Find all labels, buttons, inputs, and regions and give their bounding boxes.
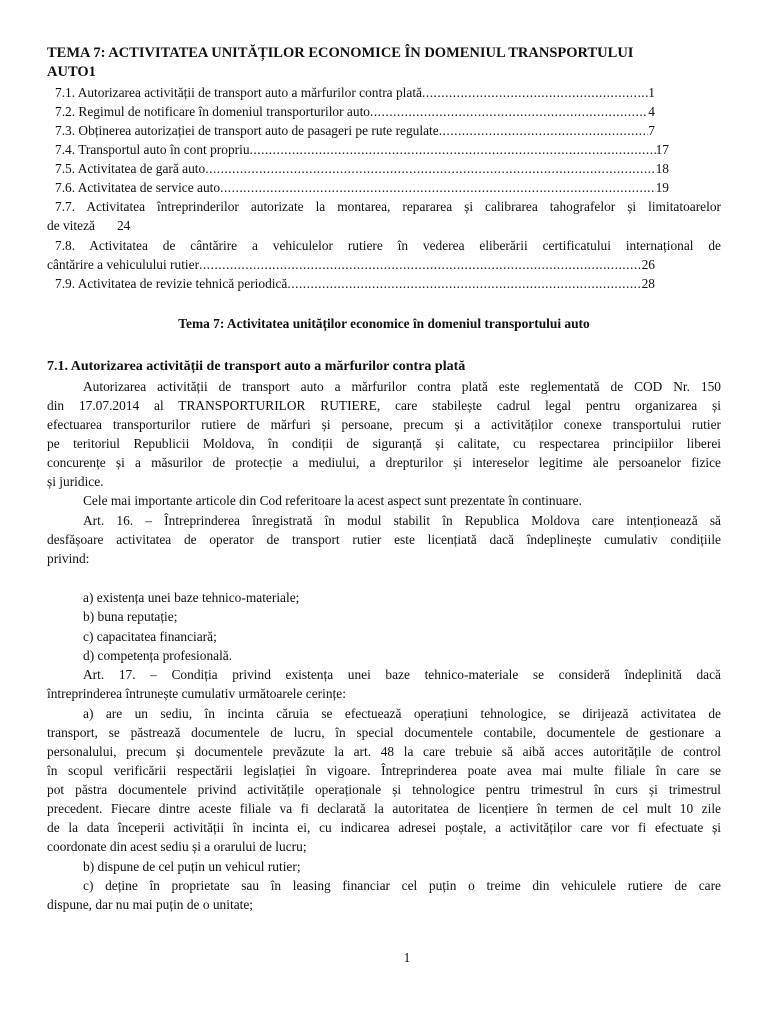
paragraph-line: din 17.07.2014 al TRANSPORTURILOR RUTIERE, care stabilește cadrul legal pentru organizarea și [47, 398, 721, 413]
paragraph-line: și juridice. [47, 474, 104, 489]
list-item: a) existența unei baze tehnico-materiale; [83, 590, 300, 605]
paragraph-line: c) deține în proprietate sau în leasing financiar cel puțin o treime din vehiculele rutiere de care [83, 878, 721, 893]
paragraph-line: Cele mai importante articole din Cod referitoare la acest aspect sunt prezentate în continuare. [83, 493, 582, 508]
section-heading: 7.1. Autorizarea activității de transport auto a mărfurilor contra plată [47, 359, 466, 374]
paragraph-line: efectuarea transporturilor rutiere de mărfuri și persoane, precum și a activităților conexe transportului rutier [47, 417, 721, 432]
paragraph-line: desfășoare activitatea de operator de transport rutier este licențiată dacă îndeplinește cumulativ condițiile [47, 532, 721, 547]
paragraph-line: pe teritoriul Republicii Moldova, în condiții de siguranță și calitate, cu respectarea principiilor liberei [47, 436, 721, 451]
toc-entry[interactable]: 7.7. Activitatea întreprinderilor autorizate la montarea, repararea și calibrarea tahografelor și limitatoarelor [55, 199, 721, 214]
paragraph-line: b) dispune de cel puțin un vehicul rutier; [83, 859, 301, 874]
paragraph-line: în scopul verificării respectării legislației în vigoare. Întreprinderea poate avea mai multe filiale în care se [47, 763, 721, 778]
toc-entry[interactable]: 7.3. Obținerea autorizației de transport auto de pasageri pe rute regulate ..... 7 [55, 121, 655, 140]
toc-entry[interactable]: 7.4. Transportul auto în cont propriu ..... 17 [55, 140, 669, 159]
paragraph-line: concurențe și a măsurilor de protecție a mediului, a drepturilor și intereselor legitime ale persoanelor fizice [47, 455, 721, 470]
list-item: c) capacitatea financiară; [83, 629, 217, 644]
paragraph-line: transport, se păstrează documentele de lucru, în special documentele contabile, documentele de gestionare a [47, 725, 721, 740]
center-heading: Tema 7: Activitatea unităților economice în domeniul transportului auto [178, 316, 590, 331]
paragraph-line: coordonate din acest sediu și a orarului de lucru; [47, 839, 307, 854]
paragraph-line: de la data începerii activității în incinta ei, cu indicarea adresei poștale, a activităților care vor fi efectuate și [47, 820, 721, 835]
paragraph-line: personalului, precum și documentele prevăzute la art. 48 la care trebuie să aibă acces autoritățile de control [47, 744, 721, 759]
list-item: b) buna reputație; [83, 609, 178, 624]
toc-entry[interactable]: 7.1. Autorizarea activității de transport auto a mărfurilor contra plată ..... 1 [55, 83, 655, 102]
paragraph-line: Art. 16. – Întreprinderea înregistrată în modul stabilit în Republica Moldova care intenționează să [83, 513, 721, 528]
toc-entry[interactable]: 7.6. Activitatea de service auto ..... 19 [55, 178, 669, 197]
paragraph-line: precedent. Fiecare dintre aceste filiale va fi declarată la autoritatea de licențiere în termen de cel mult 10 zile [47, 801, 721, 816]
paragraph-line: privind: [47, 551, 90, 566]
page-number: 1 [403, 950, 411, 965]
toc-entry[interactable]: 7.9. Activitatea de revizie tehnică periodică ..... 28 [55, 274, 655, 293]
toc-entry-cont[interactable]: cântărire a vehiculului rutier ..... 26 [47, 255, 655, 274]
paragraph-line: pot păstra documentele privind activitățile operaționale și tehnologice pentru trimestrul în curs și trimestrul [47, 782, 721, 797]
paragraph-line: Autorizarea activității de transport auto a mărfurilor contra plată este reglementată de COD Nr. 150 [83, 379, 721, 394]
paragraph-line: întreprinderea întrunește cumulativ următoarele cerințe: [47, 686, 346, 701]
toc-entry-cont[interactable]: de viteză 24 [47, 218, 131, 233]
paragraph-line: dispune, dar nu mai puțin de o unitate; [47, 897, 254, 912]
toc-entry[interactable]: 7.8. Activitatea de cântărire a vehiculelor rutiere în vederea eliberării certificatului internațional de [55, 238, 721, 253]
toc-entry[interactable]: 7.2. Regimul de notificare în domeniul transporturilor auto ..... 4 [55, 102, 655, 121]
document-title: TEMA 7: ACTIVITATEA UNITĂȚILOR ECONOMICE ÎN DOMENIUL TRANSPORTULUI [47, 45, 634, 61]
list-item: d) competența profesională. [83, 648, 233, 663]
paragraph-line: Art. 17. – Condiția privind existența unei baze tehnico-materiale se consideră îndeplinită dacă [83, 667, 721, 682]
paragraph-line: a) are un sediu, în incinta căruia se efectuează operațiuni tehnologice, se dirijează activitatea de [83, 706, 721, 721]
document-title-cont: AUTO1 [47, 64, 96, 80]
toc-entry[interactable]: 7.5. Activitatea de gară auto ..... 18 [55, 159, 669, 178]
